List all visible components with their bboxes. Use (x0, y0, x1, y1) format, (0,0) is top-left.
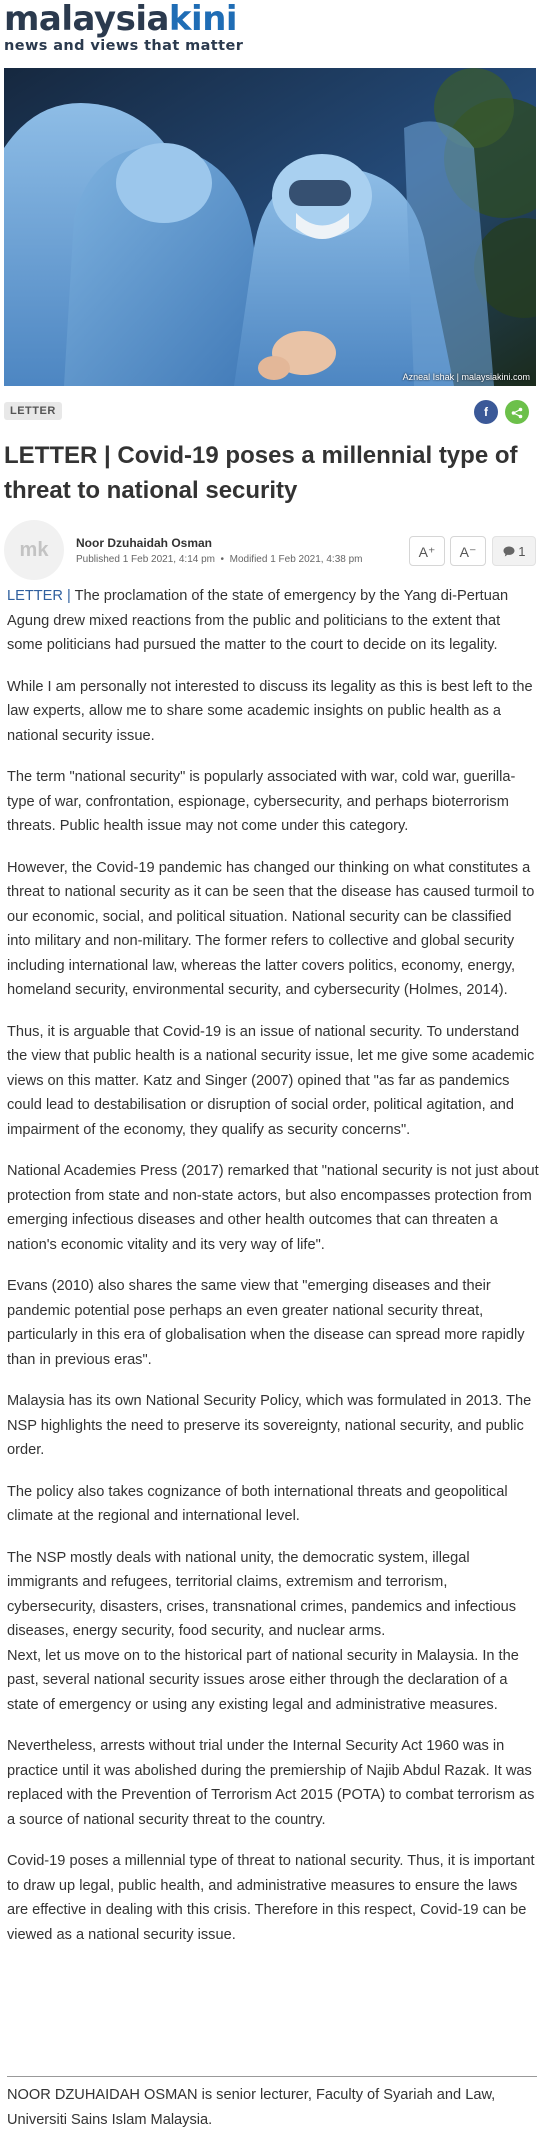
comments-button[interactable] (492, 536, 536, 566)
paragraph: While I am personally not interested to discuss its legality as this is best left to the law experts, allow me to share some academic insights on public health as a national security issue. (7, 678, 533, 744)
author-name[interactable]: Noor Dzuhaidah Osman (76, 536, 213, 550)
paragraph: The NSP mostly deals with national unity, the democratic system, illegal immigrants and refugees, territorial claims, extremism and terrorism, cybersecurity, disasters, crises, transnational crimes, pandemics and infectious diseases, energy security, food security, and nuclear arms. (7, 1549, 517, 1639)
published-date: Published 1 Feb 2021, 4:14 pm (76, 554, 215, 565)
font-increase-button[interactable]: A⁺ (409, 536, 445, 566)
hero-image (4, 68, 536, 386)
comment-count: 1 (518, 544, 526, 559)
site-logo[interactable] (4, 0, 264, 60)
comment-icon (503, 544, 519, 559)
paragraph: The policy also takes cognizance of both international threats and geopolitical climate at the regional and international level. (7, 1483, 508, 1524)
paragraph: National Academies Press (2017) remarked that "national security is not just about protection from state and non-state actors, but also encompasses protection from emerging infectious diseases and other health outcomes that can threaten a nation's economic vitality and its very way of life". (7, 1163, 539, 1253)
paragraph: Evans (2010) also shares the same view that "emerging diseases and their pandemic potential pose perhaps an even greater national security threat, particularly in this era of globalisation when the disease can spread more rapidly than in previous eras". (7, 1278, 525, 1368)
photo-credit: Azneal Ishak | malaysiakini.com (402, 372, 530, 382)
hero-illustration (4, 68, 536, 386)
paragraph: Covid-19 poses a millennial type of threat to national security. Thus, it is important to draw up legal, public health, and administrative measures to ensure the laws are effective in dealing with this crisis. Therefore in this respect, Covid-19 can be viewed as a national security issue. (7, 1853, 535, 1943)
paragraph: Thus, it is arguable that Covid-19 is an issue of national security. To understand the view that public health is a national security issue, let me give some academic views on this matter. Katz and Singer (2007) opined that "as far as pandemics could lead to destabilisation or disruption of social order, political agitation, and impairment of the economy, they qualify as security concerns". (7, 1023, 535, 1138)
paragraph: Nevertheless, arrests without trial under the Internal Security Act 1960 was in practice until it was abolished during the premiership of Najib Abdul Razak. It was replaced with the Prevention of Terrorism Act 2015 (POTA) to combat terrorism as a source of national security threat to the country. (7, 1738, 535, 1828)
font-decrease-button[interactable]: A⁻ (450, 536, 486, 566)
lead-category-link[interactable]: LETTER | (7, 588, 71, 604)
bio-divider (7, 2076, 537, 2077)
facebook-share-button[interactable] (474, 400, 498, 424)
author-avatar: mk (4, 520, 64, 580)
date-separator: • (220, 554, 225, 565)
category-badge[interactable]: LETTER (4, 402, 62, 420)
share-icon (511, 405, 523, 419)
article-body (7, 584, 539, 1964)
logo-tagline: news and views that matter (4, 38, 244, 54)
paragraph: LETTER | The proclamation of the state of emergency by the Yang di-Pertuan Agung drew mixed reactions from the public and politicians to the extent that some politicians had pursued the matter to the court to decide on its legality. (7, 588, 509, 653)
paragraph: However, the Covid-19 pandemic has changed our thinking on what constitutes a threat to national security as it can be seen that the disease has caused turmoil to our economic, social, and political situation. National security can be classified into military and non-military. The former refers to collective and global security including international law, whereas the latter covers politics, economy, energy, homeland security, environmental security, and cybersecurity (Holmes, 2014). (7, 859, 535, 998)
article-dates (76, 554, 363, 565)
share-button[interactable] (505, 400, 529, 424)
paragraph: Malaysia has its own National Security Policy, which was formulated in 2013. The NSP highlights the need to preserve its sovereignty, national security, and public order. (7, 1393, 532, 1458)
paragraph: Next, let us move on to the historical part of national security in Malaysia. In the past, several national security issues arose either through the declaration of a state of emergency or using any existing legal and administrative measures. (7, 1647, 519, 1713)
author-bio: NOOR DZUHAIDAH OSMAN is senior lecturer, Faculty of Syariah and Law, Universiti Sains Islam Malaysia. (7, 2087, 496, 2128)
modified-date: Modified 1 Feb 2021, 4:38 pm (229, 554, 363, 565)
facebook-icon: f (484, 405, 488, 419)
article-title: LETTER | Covid-19 poses a millennial type of threat to national security (4, 442, 518, 504)
paragraph: The term "national security" is popularly associated with war, cold war, guerilla-type of war, confrontation, espionage, cybersecurity, and perhaps bioterrorism threats. Public health issue may not come under this category. (7, 769, 516, 834)
logo-wordmark: malaysiakini (4, 0, 238, 39)
